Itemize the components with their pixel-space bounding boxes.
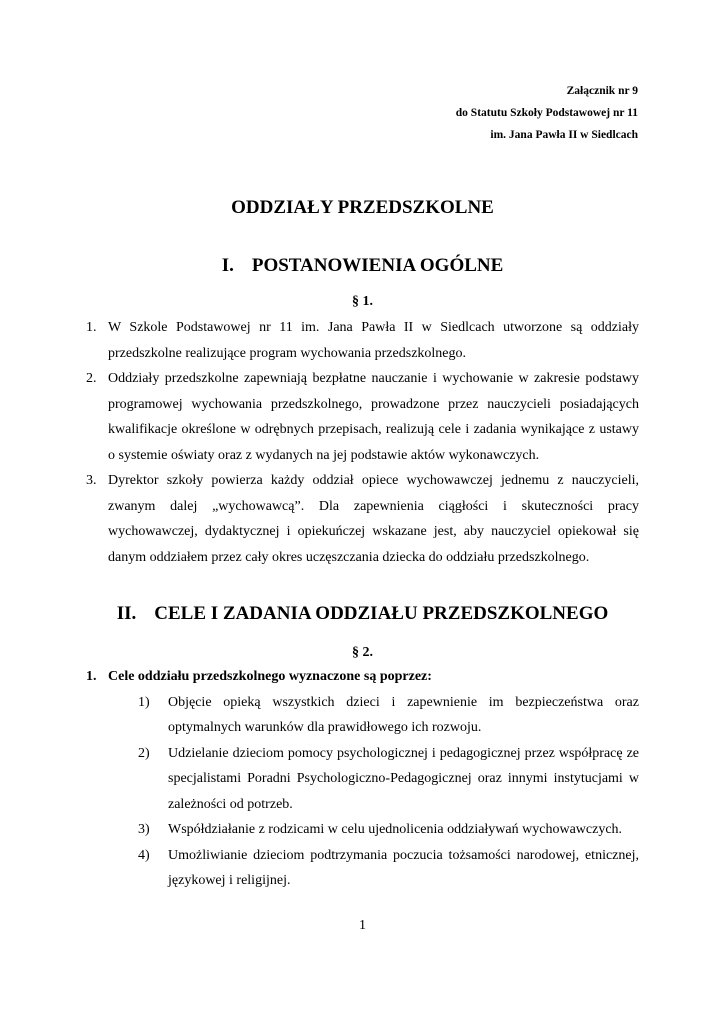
attachment-header [456,80,638,146]
goals-sublist [138,690,639,894]
header-line-3: im. Jana Pawła II w Siedlcach [490,129,638,141]
section-1-numeral: I. [221,255,234,276]
sublist-item [138,741,639,818]
list-item-text: W Szkole Podstawowej nr 11 im. Jana Pawła II w Siedlcach utworzone są oddziały przedszkolne realizujące program wychowania przedszkolnego. [108,320,639,361]
list-item-number: 3. [86,473,97,488]
sublist-item-number: 4) [138,847,150,863]
list-item [86,468,639,570]
paragraph-1-mark: § 1. [352,294,373,309]
section-2-numeral: II. [116,603,137,624]
header-line-2: do Statutu Szkoły Podstawowej nr 11 [455,107,638,119]
sublist-item-text: Udzielanie dzieciom pomocy psychologicznej i pedagogicznej przez współpracę ze specjalistami Poradni Psychologiczno-Pedagogicznej oraz innymi instytucjami w zależności od potrzeb. [168,745,639,812]
section-2-heading [0,603,725,625]
list-item-text: Oddziały przedszkolne zapewniają bezpłatne nauczanie i wychowanie w zakresie podstawy programowej wychowania przedszkolnego, prowadzone przez nauczycieli posiadających kwalifikacje określone w odrębnych przepisach, realizują cele i zadania wynikające z ustawy o systemie oświaty oraz z wydanych na jej podstawie aktów wykonawczych. [108,371,639,463]
list-item-text: Cele oddziału przedszkolnego wyznaczone są poprzez: [108,669,432,684]
section-2-title: CELE I ZADANIA ODDZIAŁU PRZEDSZKOLNEGO [154,603,609,624]
paragraph-2-mark: § 2. [352,645,373,660]
list-item-text: Dyrektor szkoły powierza każdy oddział opiece wychowawczej jednemu z nauczycieli, zwanym dalej „wychowawcą”. Dla zapewnienia ciągłości i skuteczności pracy wychowawczej, dydaktycznej i opiekuńczej wskazane jest, aby nauczyciel opiekował się danym oddziałem przez cały okres uczęszczania dziecka do oddziału przedszkolnego. [108,473,639,565]
page-number: 1 [359,918,366,933]
header-line-1: Załącznik nr 9 [566,85,638,97]
document-title: ODDZIAŁY PRZEDSZKOLNE [231,197,494,218]
sublist-item-text: Współdziałanie z rodzicami w celu ujednolicenia oddziaływań wychowawczych. [168,822,623,837]
sublist-item [138,817,639,843]
list-item [86,366,639,468]
list-item-number: 1. [86,320,97,335]
list-item-number: 1. [86,669,97,684]
section-2-list [86,664,639,894]
section-1-list [86,315,639,570]
sublist-item [138,690,639,741]
list-item [86,315,639,366]
sublist-item-number: 3) [138,822,150,837]
sublist-item-text: Objęcie opieką wszystkich dzieci i zapewnienie im bezpieczeństwa oraz optymalnych warunków dla prawidłowego ich rozwoju. [168,694,639,735]
section-1-heading [0,255,725,277]
sublist-item [138,843,639,894]
sublist-item-text: Umożliwianie dzieciom podtrzymania poczucia tożsamości narodowej, etnicznej, językowej i religijnej. [168,847,639,888]
list-item-number: 2. [86,371,97,386]
sublist-item-number: 2) [138,745,150,761]
section-1-title: POSTANOWIENIA OGÓLNE [251,255,504,276]
list-item [86,664,639,894]
sublist-item-number: 1) [138,694,150,710]
